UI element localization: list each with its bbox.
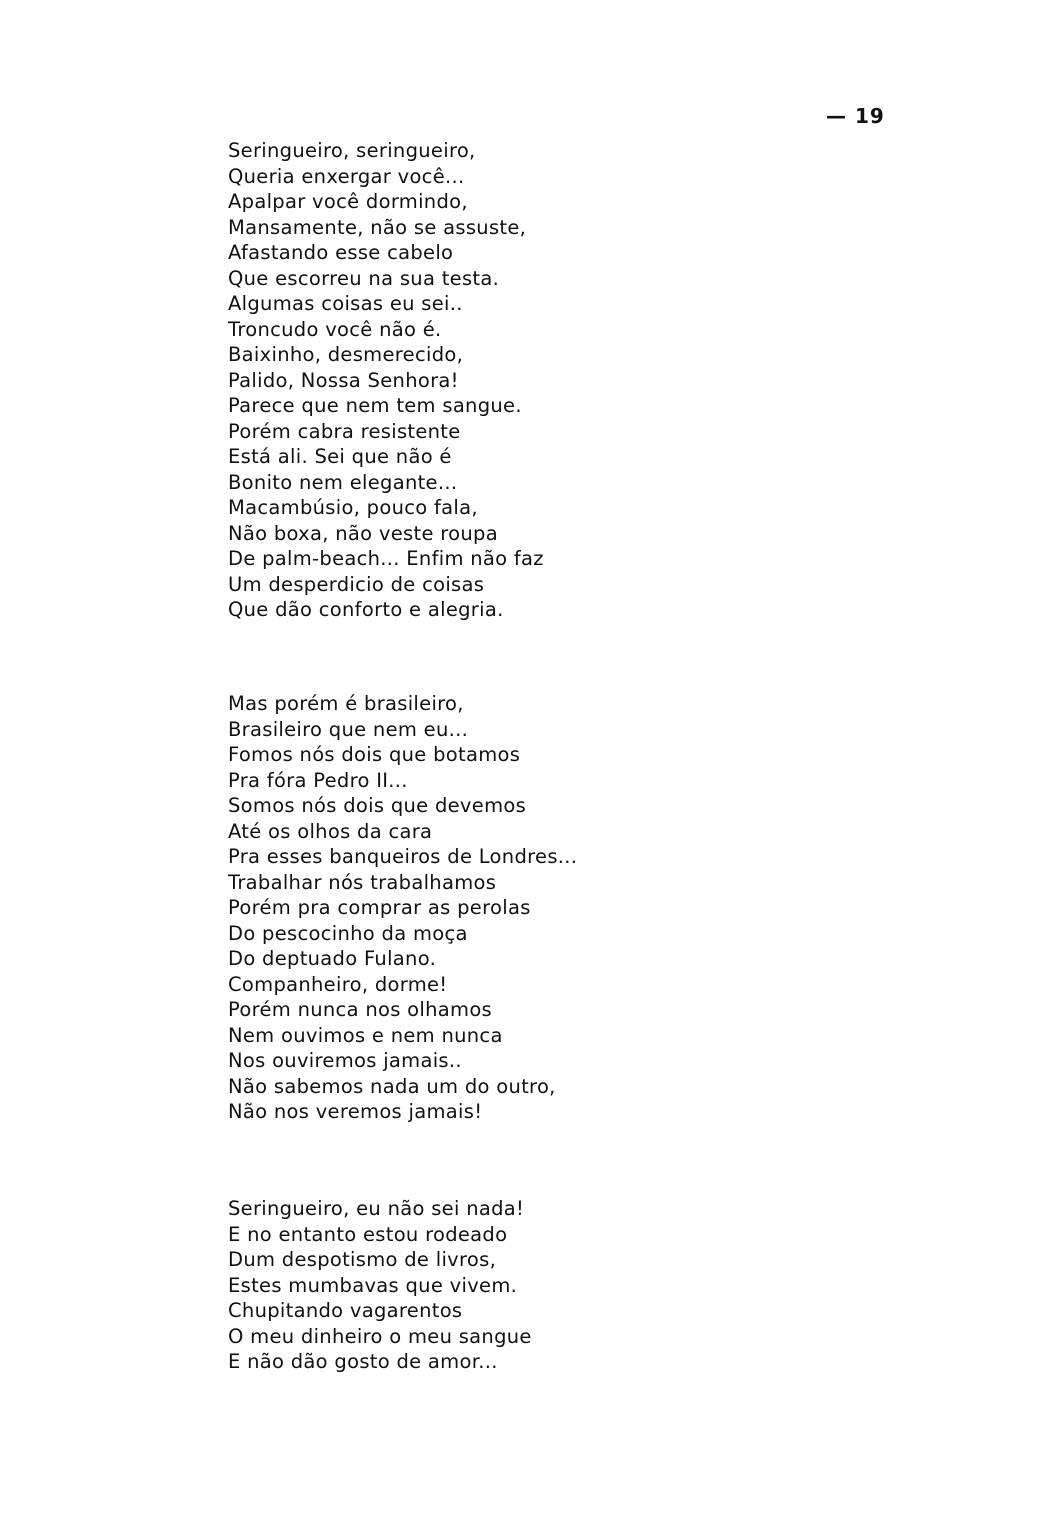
poem-line: Seringueiro, eu não sei nada! <box>228 1197 525 1220</box>
poem-line: Não sabemos nada um do outro, <box>228 1074 556 1098</box>
poem-line: Até os olhos da cara <box>228 819 433 843</box>
stanza <box>228 1196 532 1375</box>
poem-line: De palm-beach... Enfim não faz <box>228 547 544 570</box>
poem-line: Está ali. Sei que não é <box>228 445 452 468</box>
poem-line: Mas porém é brasileiro, <box>228 692 464 715</box>
poem-line: Algumas coisas eu sei.. <box>228 292 463 315</box>
poem-line: E no entanto estou rodeado <box>228 1222 508 1246</box>
poem-line: Macambúsio, pouco fala, <box>228 496 478 519</box>
poem-line: Do deptuado Fulano. <box>228 947 437 970</box>
poem-line: Parece que nem tem sangue. <box>228 394 522 417</box>
poem-line: Troncudo você não é. <box>228 317 442 341</box>
poem-line: Não nos veremos jamais! <box>228 1100 483 1123</box>
poem-line: Que escorreu na sua testa. <box>228 266 500 290</box>
page-number: — 19 <box>826 104 885 128</box>
poem-line: Não boxa, não veste roupa <box>228 521 498 545</box>
poem-line: Chupitando vagarentos <box>228 1299 463 1322</box>
poem-line: Estes mumbavas que vivem. <box>228 1273 518 1297</box>
poem-line: E não dão gosto de amor... <box>228 1350 498 1373</box>
stanza <box>228 691 577 1125</box>
poem-line: Companheiro, dorme! <box>228 972 448 996</box>
poem-line: Porém pra comprar as perolas <box>228 896 531 919</box>
stanza <box>228 138 544 623</box>
poem-line: Pra esses banqueiros de Londres... <box>228 845 578 868</box>
poem-line: Mansamente, não se assuste, <box>228 215 527 239</box>
poem-line: Porém cabra resistente <box>228 419 461 443</box>
poem-line: Porém nunca nos olhamos <box>228 998 493 1021</box>
poem-line: Um desperdicio de coisas <box>228 572 485 596</box>
poem-line: Brasileiro que nem eu... <box>228 717 469 741</box>
poem-line: Dum despotismo de livros, <box>228 1248 497 1271</box>
poem-line: Somos nós dois que devemos <box>228 794 527 817</box>
poem-line: Seringueiro, seringueiro, <box>228 139 476 162</box>
poem-line: Pra fóra Pedro II... <box>228 768 408 792</box>
poem-line: Nos ouviremos jamais.. <box>228 1049 462 1072</box>
poem-line: Bonito nem elegante... <box>228 470 458 494</box>
poem-line: Trabalhar nós trabalhamos <box>228 870 497 894</box>
poem-line: Queria enxergar você... <box>228 164 465 188</box>
poem-line: Apalpar você dormindo, <box>228 190 468 213</box>
poem-line: Nem ouvimos e nem nunca <box>228 1023 503 1047</box>
poem-line: Baixinho, desmerecido, <box>228 343 464 366</box>
poem-line: O meu dinheiro o meu sangue <box>228 1324 532 1348</box>
poem-line: Que dão conforto e alegria. <box>228 598 504 621</box>
poem-line: Palido, Nossa Senhora! <box>228 368 459 392</box>
poem-line: Do pescocinho da moça <box>228 921 468 945</box>
poem-line: Fomos nós dois que botamos <box>228 743 521 766</box>
poem-line: Afastando esse cabelo <box>228 241 454 264</box>
